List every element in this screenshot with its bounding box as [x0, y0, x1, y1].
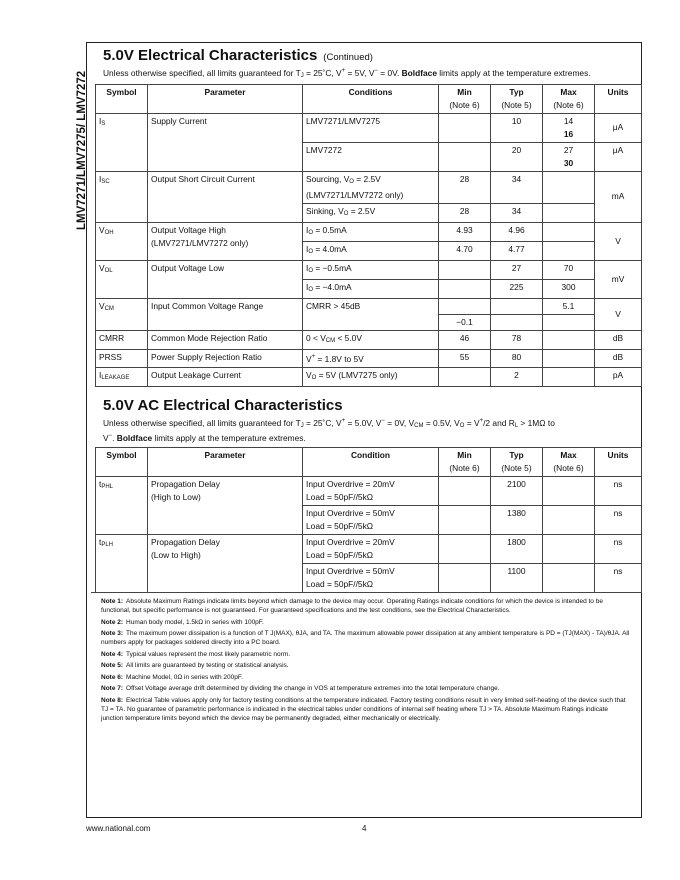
- cond-cell: IO = 4.0mA: [303, 241, 439, 260]
- notes-section: [91, 592, 635, 725]
- col-typ: Typ (Note 5): [491, 84, 543, 113]
- cond-cell: Input Overdrive = 50mV Load = 50pF//5kΩ: [303, 564, 439, 593]
- cond-cell: Input Overdrive = 50mV Load = 50pF//5kΩ: [303, 506, 439, 535]
- typ-cell: 80: [491, 349, 543, 367]
- cond-cell: IO = −0.5mA: [303, 260, 439, 279]
- unit-cell: ns: [595, 477, 642, 506]
- col-conditions: Conditions: [303, 84, 439, 113]
- sym-ileakage: ILEAKAGE: [96, 367, 148, 386]
- param-cell: Output Voltage Low: [148, 260, 303, 298]
- typ-cell: 4.96: [491, 222, 543, 241]
- typ-cell: 1100: [491, 564, 543, 593]
- col-condition: Condition: [303, 448, 439, 477]
- cond-cell: IO = 0.5mA: [303, 222, 439, 241]
- table-header: [96, 448, 642, 477]
- unit-cell: ns: [595, 506, 642, 535]
- col-max: Max (Note 6): [543, 84, 595, 113]
- unit-cell: dB: [595, 349, 642, 367]
- note-2: Note 2: Human body model, 1.5kΩ in series with 100pF.: [101, 618, 264, 626]
- max-cell: 5.1: [543, 298, 595, 314]
- footer-website: www.national.com: [86, 824, 151, 833]
- table-row: [96, 222, 642, 241]
- param-cell: Output Short Circuit Current: [148, 171, 303, 222]
- sym-is: IS: [96, 113, 148, 171]
- sym-voh: VOH: [96, 222, 148, 260]
- table-row: [96, 477, 642, 506]
- param-cell: Input Common Voltage Range: [148, 298, 303, 330]
- page-number: 4: [362, 824, 367, 833]
- min-cell: 28: [439, 171, 491, 203]
- cond-cell: V+ = 1.8V to 5V: [303, 349, 439, 367]
- note-3: Note 3: The maximum power dissipation is a function of T J(MAX), θJA, and TA. The maximum allowable power dissipation at any ambient temperature is PD = (TJ(MAX) - TA)/θJA. All numbers apply for packages soldered directly into a PC board.: [101, 630, 630, 646]
- side-title: LMV7271/LMV7275/ LMV7272: [76, 70, 88, 230]
- col-units: Units: [595, 448, 642, 477]
- cond-cell: Input Overdrive = 20mV Load = 50pF//5kΩ: [303, 477, 439, 506]
- param-cell: Propagation Delay (High to Low): [148, 477, 303, 535]
- note-1: Note 1: Absolute Maximum Ratings indicate limits beyond which damage to the device may occur. Operating Ratings indicate conditions for which the device is intended to be functional, but specific performance is not guaranteed. For guaranteed specifications and the test conditions, see the Electrical Characteristics.: [101, 598, 603, 614]
- note-7: Note 7: Offset Voltage average drift determined by dividing the change in VOS at temperature extremes into the total temperature change.: [101, 685, 500, 692]
- table-header: [96, 84, 642, 113]
- typ-cell: 20: [491, 142, 543, 171]
- unit-cell: ns: [595, 535, 642, 564]
- sym-vol: VOL: [96, 260, 148, 298]
- col-max: Max (Note 6): [543, 448, 595, 477]
- min-cell: 55: [439, 349, 491, 367]
- min-cell: −0.1: [439, 314, 491, 330]
- param-cell: Power Supply Rejection Ratio: [148, 349, 303, 367]
- cond-cell: Sinking, VO = 2.5V: [303, 203, 439, 222]
- typ-cell: 78: [491, 330, 543, 349]
- col-typ: Typ (Note 5): [491, 448, 543, 477]
- typ-cell: 1800: [491, 535, 543, 564]
- unit-cell: mA: [595, 171, 642, 222]
- table-row: [96, 349, 642, 367]
- typ-cell: 2: [491, 367, 543, 386]
- cond-cell: LMV7272: [303, 142, 439, 171]
- max-cell: 70: [543, 260, 595, 279]
- table-row: [96, 113, 642, 142]
- sym-vcm: VCM: [96, 298, 148, 330]
- ac-table: [95, 447, 642, 593]
- dc-intro: Unless otherwise specified, all limits guaranteed for TJ = 25˚C, V+ = 5V, V− = 0V. Boldface limits apply at the temperature extremes.: [103, 67, 591, 79]
- col-min: Min (Note 6): [439, 448, 491, 477]
- typ-cell: 1380: [491, 506, 543, 535]
- table-row: [96, 171, 642, 203]
- col-units: Units: [595, 84, 642, 113]
- cond-cell: 0 < VCM < 5.0V: [303, 330, 439, 349]
- param-cell: Output Voltage High (LMV7271/LMV7272 only): [148, 222, 303, 260]
- note-5: Note 5: All limits are guaranteed by testing or statistical analysis.: [101, 662, 289, 669]
- sym-prss: PRSS: [96, 349, 148, 367]
- sym-tphl: tPHL: [96, 477, 148, 535]
- typ-cell: 27: [491, 260, 543, 279]
- cond-cell: LMV7271/LMV7275: [303, 113, 439, 142]
- cond-cell: Sourcing, VO = 2.5V (LMV7271/LMV7272 only): [303, 171, 439, 203]
- unit-cell: V: [595, 222, 642, 260]
- param-cell: Output Leakage Current: [148, 367, 303, 386]
- max-cell: 14 16: [543, 113, 595, 142]
- table-row: [96, 298, 642, 314]
- min-cell: 28: [439, 203, 491, 222]
- unit-cell: V: [595, 298, 642, 330]
- typ-cell: 10: [491, 113, 543, 142]
- typ-cell: 225: [491, 279, 543, 298]
- col-symbol: Symbol: [96, 84, 148, 113]
- param-cell: Common Mode Rejection Ratio: [148, 330, 303, 349]
- max-cell: 27 30: [543, 142, 595, 171]
- table-row: [96, 367, 642, 386]
- typ-cell: 34: [491, 203, 543, 222]
- unit-cell: pA: [595, 367, 642, 386]
- cond-cell: VO = 5V (LMV7275 only): [303, 367, 439, 386]
- unit-cell: dB: [595, 330, 642, 349]
- min-cell: 4.70: [439, 241, 491, 260]
- sym-cmrr: CMRR: [96, 330, 148, 349]
- sym-tplh: tPLH: [96, 535, 148, 593]
- col-parameter: Parameter: [148, 448, 303, 477]
- typ-cell: 4.77: [491, 241, 543, 260]
- col-symbol: Symbol: [96, 448, 148, 477]
- table-row: [96, 330, 642, 349]
- cond-cell: CMRR > 45dB: [303, 298, 439, 330]
- typ-cell: 2100: [491, 477, 543, 506]
- ac-intro: Unless otherwise specified, all limits guaranteed for TJ = 25˚C, V+ = 5.0V, V− = 0V, VCM = 0.5V, VO = V+/2 and RL > 1MΩ to V−. Boldface limits apply at the temperature extremes.: [103, 417, 555, 444]
- typ-cell: 34: [491, 171, 543, 203]
- unit-cell: μA: [595, 113, 642, 142]
- page-frame: [86, 42, 642, 818]
- col-min: Min (Note 6): [439, 84, 491, 113]
- sym-isc: ISC: [96, 171, 148, 222]
- param-cell: Propagation Delay (Low to High): [148, 535, 303, 593]
- unit-cell: mV: [595, 260, 642, 298]
- note-6: Note 6: Machine Model, 0Ω in series with 200pF.: [101, 673, 243, 681]
- dc-table: [95, 84, 642, 387]
- unit-cell: ns: [595, 564, 642, 593]
- dc-title: 5.0V Electrical Characteristics (Continued): [103, 47, 373, 64]
- max-cell: 300: [543, 279, 595, 298]
- cond-cell: Input Overdrive = 20mV Load = 50pF//5kΩ: [303, 535, 439, 564]
- ac-title: 5.0V AC Electrical Characteristics: [103, 396, 343, 414]
- param-cell: Supply Current: [148, 113, 303, 171]
- cond-cell: IO = −4.0mA: [303, 279, 439, 298]
- note-4: Note 4: Typical values represent the most likely parametric norm.: [101, 650, 291, 658]
- col-parameter: Parameter: [148, 84, 303, 113]
- min-cell: 46: [439, 330, 491, 349]
- table-row: [96, 535, 642, 564]
- unit-cell: μA: [595, 142, 642, 171]
- min-cell: 4.93: [439, 222, 491, 241]
- note-8: Note 8: Electrical Table values apply only for factory testing conditions at the temperature indicated. Factory testing conditions result in very limited self-heating of the device such that TJ = TA. No guarantee of parametric performance is indicated in the electrical tables under conditions of internal self heating where TJ > TA. Absolute Maximum Ratings indicate junction temperature limits beyond which the device may be permanently degraded, either mechanically or electrically.: [101, 696, 626, 722]
- table-row: [96, 260, 642, 279]
